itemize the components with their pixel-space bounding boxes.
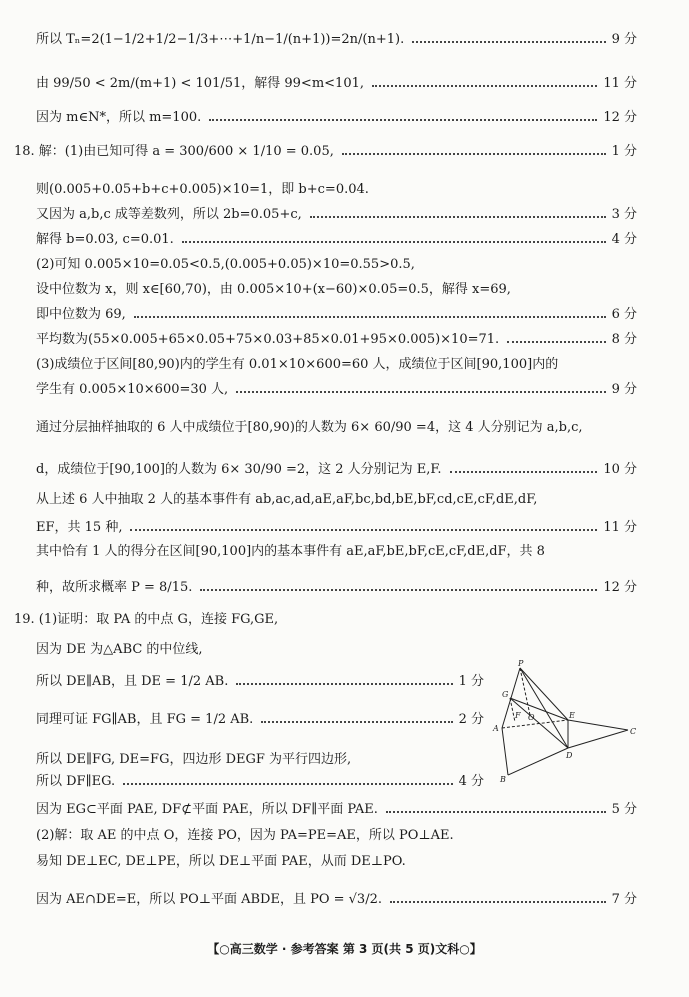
answer-line (36, 890, 637, 910)
label-E: E (569, 711, 575, 720)
line-text: 由 99/50 < 2m/(m+1) < 101/51，解得 99<m<101, (36, 76, 364, 91)
leader-dots (390, 901, 606, 903)
leader-dots (507, 341, 605, 343)
score-points: 1 分 (458, 674, 484, 689)
label-G: G (502, 690, 509, 699)
leader-dots (261, 721, 452, 723)
leader-dots (310, 216, 606, 218)
leader-dots (130, 529, 597, 531)
line-text: 其中恰有 1 人的得分在区间[90,100]内的基本事件有 aE,aF,bE,bF,cE,cF,dE,dF，共 8 (36, 544, 545, 559)
answer-line (36, 255, 637, 275)
answer-line (36, 826, 637, 846)
label-C: C (630, 727, 637, 736)
score-points: 8 分 (611, 332, 637, 347)
answer-line (36, 710, 484, 730)
line-text: 又因为 a,b,c 成等差数列，所以 2b=0.05+c, (36, 207, 302, 222)
line-text: 因为 m∈N*，所以 m=100. (36, 110, 202, 125)
score-points: 10 分 (603, 462, 637, 477)
answer-line (36, 542, 637, 562)
line-text: 同理可证 FG∥AB，且 FG = 1/2 AB. (36, 712, 254, 727)
line-text: EF，共 15 种, (36, 520, 123, 535)
score-points: 5 分 (611, 802, 637, 817)
leader-dots (182, 241, 606, 243)
line-text: (2)可知 0.005×10=0.05<0.5,(0.005+0.05)×10=0.55>0.5, (36, 257, 415, 272)
label-P: P (518, 660, 524, 668)
line-text: (2)解：取 AE 的中点 O，连接 PO，因为 PA=PE=AE，所以 PO⊥AE. (36, 828, 454, 843)
answer-line (36, 74, 637, 94)
answer-line (36, 380, 637, 400)
answer-line (36, 460, 637, 480)
line-text: 学生有 0.005×10×600=30 人, (36, 382, 229, 397)
answer-line (36, 672, 484, 692)
label-D: D (566, 751, 573, 760)
page-footer: 【○高三数学 · 参考答案 第 3 页(共 5 页)文科○】 (207, 942, 482, 956)
line-text: 解得 b=0.03, c=0.01. (36, 232, 174, 247)
score-points: 2 分 (458, 712, 484, 727)
answer-line (36, 418, 637, 438)
line-text: (3)成绩位于区间[80,90)内的学生有 0.01×10×600=60 人，成绩位于区间[90,100]内的 (36, 357, 559, 372)
line-text: 设中位数为 x，则 x∈[60,70)，由 0.005×10+(x−60)×0.05=0.5，解得 x=69, (36, 282, 511, 297)
leader-dots (209, 119, 597, 121)
answer-line (36, 30, 637, 50)
leader-dots (342, 153, 606, 155)
line-text: 因为 AE∩DE=E，所以 PO⊥平面 ABDE，且 PO = √3/2. (36, 892, 382, 907)
score-points: 11 分 (603, 76, 637, 91)
edge-AE (502, 720, 568, 728)
line-text: 从上述 6 人中抽取 2 人的基本事件有 ab,ac,ad,aE,aF,bc,bd,bE,bF,cd,cE,cF,dE,dF, (36, 492, 538, 507)
score-points: 12 分 (603, 580, 637, 595)
line-text: 即中位数为 69, (36, 307, 126, 322)
leader-dots (386, 811, 606, 813)
edge-BD (508, 748, 568, 775)
score-points: 9 分 (611, 32, 637, 47)
line-text: 通过分层抽样抽取的 6 人中成绩位于[80,90)的人数为 6× 60/90 =4，这 4 人分别记为 a,b,c, (36, 420, 583, 435)
leader-dots (134, 316, 606, 318)
geometry-figure (490, 660, 640, 790)
answer-line (36, 180, 637, 200)
label-O: O (528, 713, 535, 722)
line-text: 所以 DF∥EG. (36, 774, 116, 789)
answer-line (36, 640, 637, 660)
leader-dots (236, 391, 605, 393)
line-text: 因为 EG⊂平面 PAE, DF⊄平面 PAE，所以 DF∥平面 PAE. (36, 802, 378, 817)
answer-line (36, 330, 637, 350)
edge-AB (502, 728, 508, 775)
answer-line (36, 305, 637, 325)
answer-line (14, 142, 637, 162)
line-text: d，成绩位于[90,100]的人数为 6× 30/90 =2，这 2 人分别记为 E,F. (36, 462, 442, 477)
line-text: 18. 解：(1)由已知可得 a = 300/600 × 1/10 = 0.05, (14, 144, 334, 159)
answer-line (36, 355, 637, 375)
answer-line (36, 772, 484, 792)
line-text: 易知 DE⊥EC, DE⊥PE，所以 DE⊥平面 PAE，从而 DE⊥PO. (36, 854, 406, 869)
answer-line (14, 610, 637, 630)
answer-line (36, 800, 637, 820)
line-text: 19. (1)证明：取 PA 的中点 G，连接 FG,GE, (14, 612, 279, 627)
answer-line (36, 578, 637, 598)
leader-dots (200, 589, 597, 591)
line-text: 种，故所求概率 P = 8/15. (36, 580, 193, 595)
answer-line (36, 230, 637, 250)
score-points: 12 分 (603, 110, 637, 125)
edge-PD (520, 668, 568, 748)
leader-dots (372, 85, 597, 87)
score-points: 7 分 (611, 892, 637, 907)
leader-dots (450, 471, 598, 473)
answer-line (36, 490, 637, 510)
line-text: 因为 DE 为△ABC 的中位线, (36, 642, 203, 657)
line-text: 所以 DE∥AB，且 DE = 1/2 AB. (36, 674, 229, 689)
leader-dots (412, 41, 605, 43)
score-points: 4 分 (611, 232, 637, 247)
label-B: B (500, 775, 506, 784)
leader-dots (236, 683, 452, 685)
answer-line (36, 518, 637, 538)
score-points: 3 分 (611, 207, 637, 222)
score-points: 9 分 (611, 382, 637, 397)
edge-GD (510, 698, 568, 748)
line-text: 所以 Tₙ=2(1−1/2+1/2−1/3+⋯+1/n−1/(n+1))=2n/(n+1). (36, 32, 405, 47)
line-text: 所以 DE∥FG, DE=FG，四边形 DEGF 为平行四边形, (36, 752, 352, 767)
answer-line (36, 205, 637, 225)
label-A: A (493, 724, 499, 733)
answer-line (36, 280, 637, 300)
answer-line (36, 852, 637, 872)
label-F: F (515, 711, 521, 720)
line-text: 则(0.005+0.05+b+c+0.005)×10=1，即 b+c=0.04. (36, 182, 369, 197)
score-points: 1 分 (611, 144, 637, 159)
answer-line (36, 108, 637, 128)
score-points: 11 分 (603, 520, 637, 535)
line-text: 平均数为(55×0.005+65×0.05+75×0.03+85×0.01+95×0.005)×10=71. (36, 332, 500, 347)
score-points: 6 分 (611, 307, 637, 322)
edge-EC (568, 720, 628, 730)
edge-DC (568, 730, 628, 748)
leader-dots (123, 783, 452, 785)
score-points: 4 分 (458, 774, 484, 789)
